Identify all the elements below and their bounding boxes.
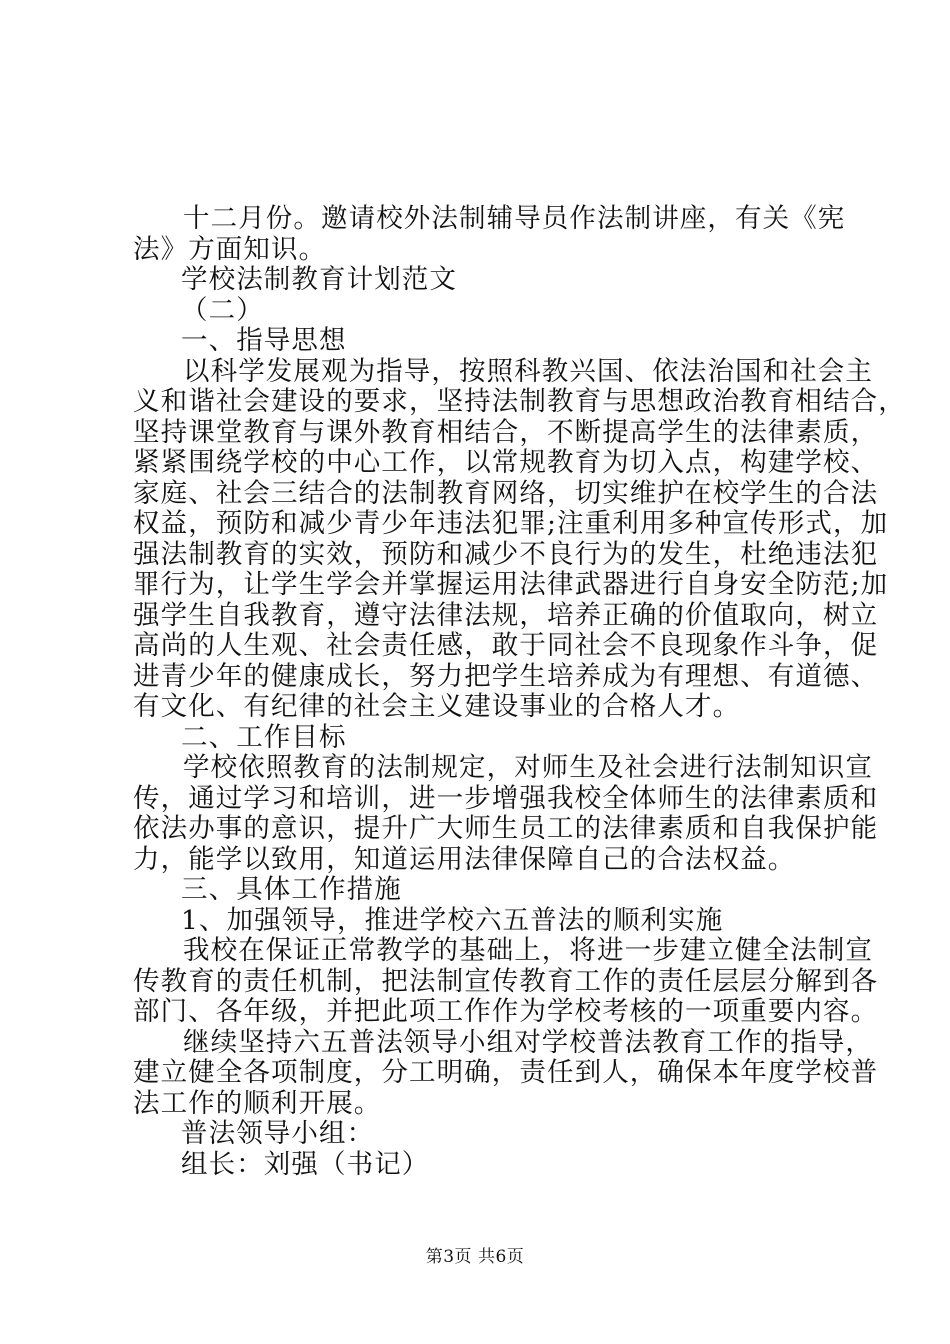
text-line: 传，通过学习和培训，进一步增强我校全体师生的法律素质和 [133,782,879,814]
document-body [133,203,906,1180]
heading-work-goals: 二、工作目标 [181,721,347,753]
text-line: 家庭、社会三结合的法制教育网络，切实维护在校学生的合法 [133,477,879,509]
text-line: 权益，预防和减少青少年违法犯罪;注重利用多种宣传形式，加 [133,508,889,539]
text-line: 继续坚持六五普法领导小组对学校普法教育工作的指导， [183,1026,873,1058]
text-line: 法》方面知识。 [133,233,327,265]
text-line: 普法领导小组： [181,1118,375,1149]
text-line: 强学生自我教育，遵守法律法规，培养正确的价值取向，树立 [133,599,879,631]
page-number: 第3页 共6页 [425,1247,525,1267]
text-line: 依法办事的意识，提升广大师生员工的法律素质和自我保护能 [133,813,879,844]
text-line: 进青少年的健康成长，努力把学生培养成为有理想、有道德、 [133,660,879,692]
section-number: （二） [181,294,264,326]
text-line: 法工作的顺利开展。 [133,1087,382,1119]
text-line: 部门、各年级，并把此项工作作为学校考核的一项重要内容。 [133,996,879,1027]
text-line: 罪行为，让学生学会并掌握运用法律武器进行自身安全防范;加 [133,569,889,600]
text-line: 力，能学以致用，知道运用法律保障自己的合法权益。 [133,843,796,875]
text-line: 组长：刘强（书记） [181,1148,430,1180]
subheading-leadership: 1、加强领导，推进学校六五普法的顺利实施 [181,904,724,936]
text-line: 十二月份。邀请校外法制辅导员作法制讲座，有关《宪 [183,203,846,234]
text-line: 建立健全各项制度，分工明确，责任到人，确保本年度学校普 [133,1057,879,1088]
text-line: 紧紧围绕学校的中心工作，以常规教育为切入点，构建学校、 [133,447,879,478]
text-line: 学校依照教育的法制规定，对师生及社会进行法制知识宣 [183,752,873,783]
text-line: 坚持课堂教育与课外教育相结合，不断提高学生的法律素质， [133,416,879,448]
text-line: 我校在保证正常教学的基础上，将进一步建立健全法制宣 [183,935,873,966]
text-line: 有文化、有纪律的社会主义建设事业的合格人才。 [133,691,741,722]
text-line: 强法制教育的实效，预防和减少不良行为的发生，杜绝违法犯 [133,538,879,570]
heading-guiding-thought: 一、指导思想 [181,325,347,356]
text-line: 传教育的责任机制，把法制宣传教育工作的责任层层分解到各 [133,965,879,997]
section-title: 学校法制教育计划范文 [181,264,457,295]
heading-work-measures: 三、具体工作措施 [181,874,402,905]
text-line: 义和谐社会建设的要求，坚持法制教育与思想政治教育相结合， [133,386,906,417]
text-line: 以科学发展观为指导，按照科教兴国、依法治国和社会主 [183,355,873,387]
text-line: 高尚的人生观、社会责任感，敢于同社会不良现象作斗争，促 [133,630,879,661]
